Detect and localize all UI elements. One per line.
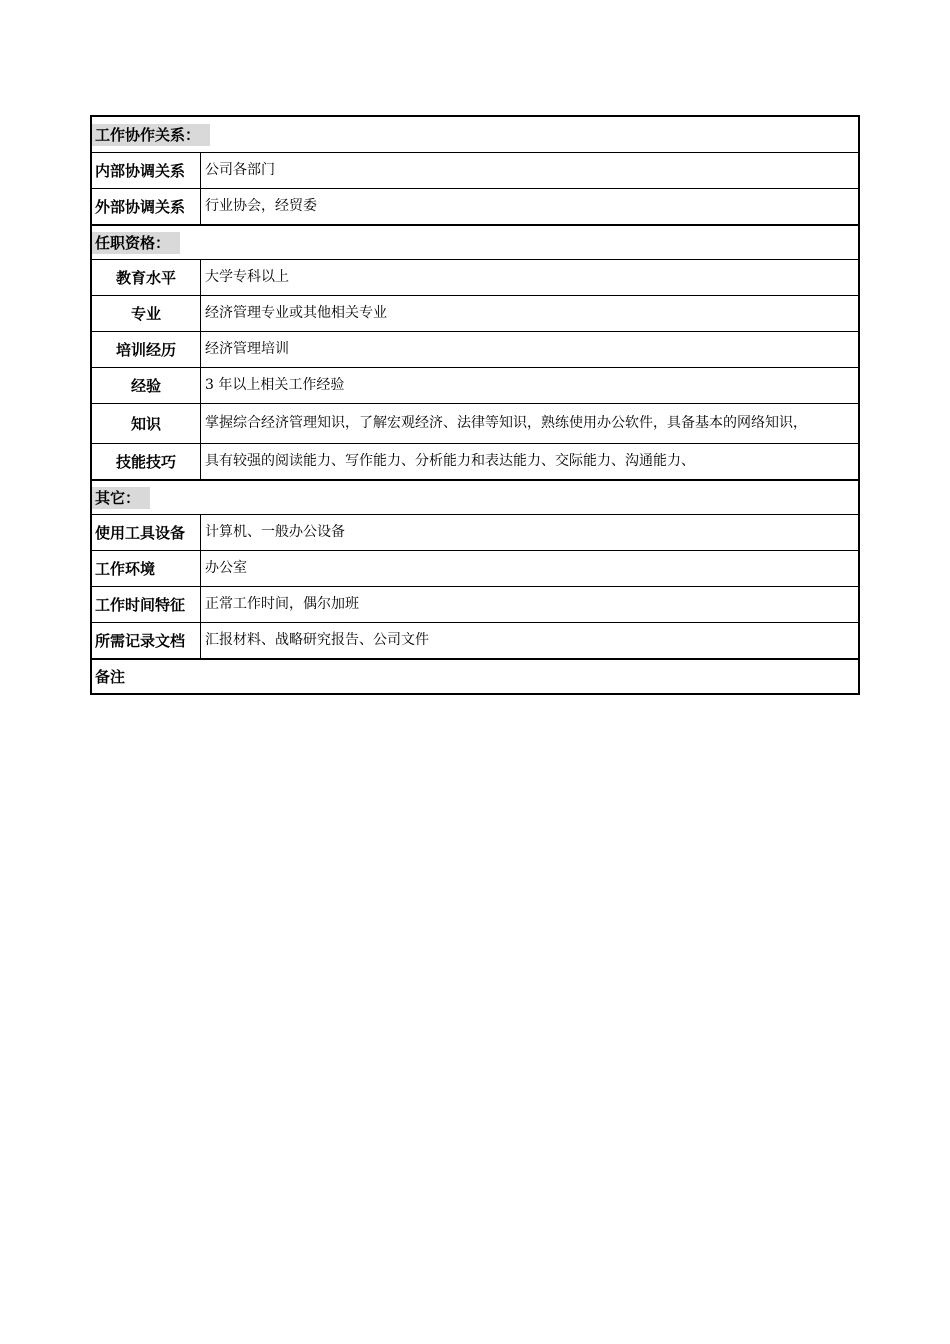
row-label: 专业 — [92, 296, 201, 331]
table-row — [92, 622, 858, 658]
row-label: 内部协调关系 — [92, 153, 201, 188]
table-row — [92, 331, 858, 367]
row-label: 工作环境 — [92, 551, 201, 586]
table-row — [92, 295, 858, 331]
row-value: 办公室 — [205, 560, 247, 576]
row-value: 3 年以上相关工作经验 — [205, 377, 345, 393]
table-row — [92, 188, 858, 224]
row-label: 外部协调关系 — [92, 189, 201, 224]
table-row — [92, 586, 858, 622]
row-label: 经验 — [92, 368, 201, 403]
section-title: 其它： — [92, 487, 150, 509]
section-header-qualification — [92, 224, 858, 259]
row-value: 经济管理专业或其他相关专业 — [205, 305, 387, 321]
table-row — [92, 259, 858, 295]
row-value: 汇报材料、战略研究报告、公司文件 — [205, 632, 429, 648]
remark-title: 备注 — [95, 668, 126, 686]
row-value: 掌握综合经济管理知识，了解宏观经济、法律等知识，熟练使用办公软件，具备基本的网络知识， — [205, 415, 807, 431]
table-row — [92, 367, 858, 403]
row-value: 经济管理培训 — [205, 341, 289, 357]
row-label: 所需记录文档 — [92, 623, 201, 658]
row-value: 具有较强的阅读能力、写作能力、分析能力和表达能力、交际能力、沟通能力、 — [205, 453, 695, 469]
row-label: 工作时间特征 — [92, 587, 201, 622]
row-label: 使用工具设备 — [92, 515, 201, 550]
row-value: 公司各部门 — [205, 162, 275, 178]
row-label: 教育水平 — [92, 260, 201, 295]
row-value: 计算机、一般办公设备 — [205, 524, 345, 540]
section-header-other — [92, 479, 858, 514]
table-row — [92, 514, 858, 550]
row-label: 培训经历 — [92, 332, 201, 367]
job-description-table — [90, 115, 860, 695]
row-value: 行业协会，经贸委 — [205, 198, 317, 214]
section-title: 工作协作关系： — [92, 124, 210, 146]
table-row — [92, 152, 858, 188]
table-row — [92, 403, 858, 443]
section-header-cooperation — [92, 117, 858, 152]
section-title: 任职资格： — [92, 232, 180, 254]
row-value: 大学专科以上 — [205, 269, 289, 285]
table-row — [92, 443, 858, 479]
row-label: 技能技巧 — [92, 444, 201, 479]
remark-row — [92, 658, 858, 693]
row-value: 正常工作时间，偶尔加班 — [205, 596, 359, 612]
table-row — [92, 550, 858, 586]
row-label: 知识 — [92, 404, 201, 443]
